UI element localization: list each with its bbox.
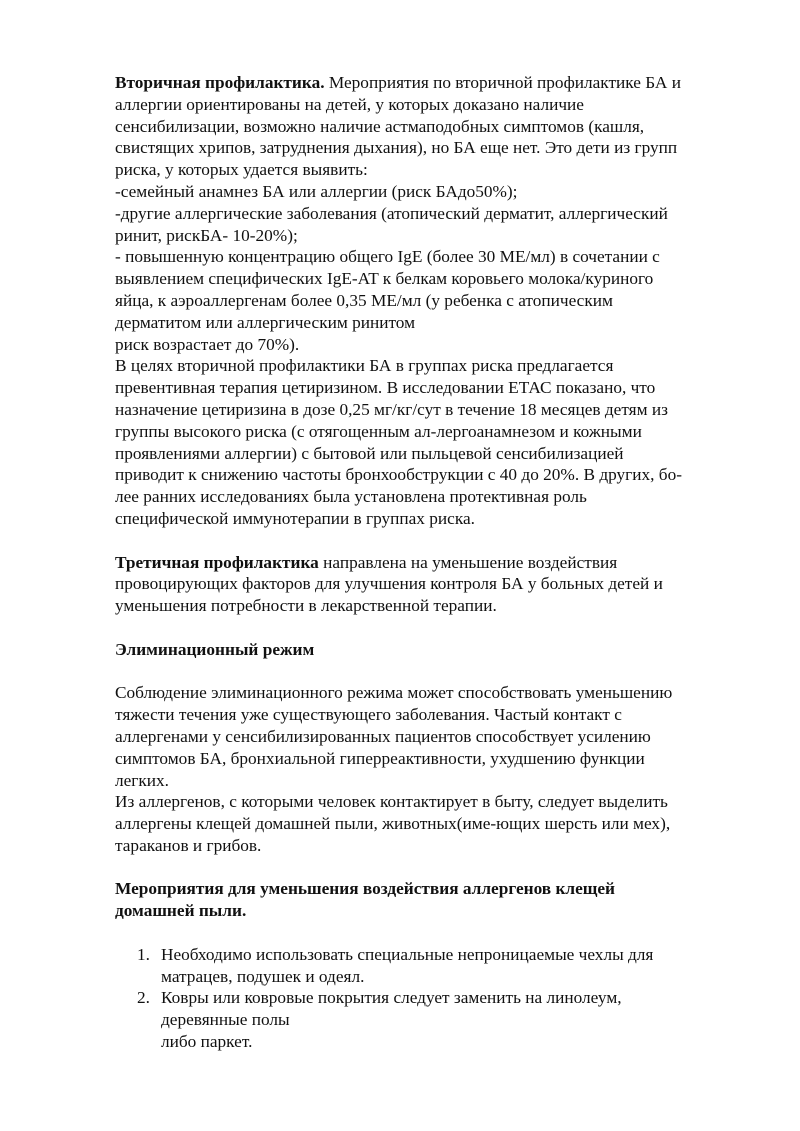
paragraph-line: тяжести течения уже существующего заболевания. Частый контакт с bbox=[115, 705, 622, 725]
paragraph-line: группы высокого риска (с отягощенным ал-лергоанамнезом и кожными bbox=[115, 421, 642, 441]
paragraph-line: -семейный анамнез БА или аллергии (риск БАдо50%); bbox=[115, 181, 518, 201]
paragraph-line: - повышенную концентрацию общего IgE (более 30 МЕ/мл) в сочетании с bbox=[115, 247, 660, 267]
list-item-line: либо паркет. bbox=[161, 1032, 253, 1052]
paragraph-line: дерматитом или аллергическим ринитом bbox=[115, 312, 416, 332]
paragraph-line: Третичная профилактика направлена на уменьшение воздействия bbox=[115, 552, 618, 572]
numbered-list bbox=[115, 944, 740, 1053]
paragraph-line: сенсибилизации, возможно наличие астмаподобных симптомов (кашля, bbox=[115, 116, 645, 136]
paragraph-line: яйца, к аэроаллергенам более 0,35 МЕ/мл (у ребенка с атопическим bbox=[115, 290, 613, 310]
section-heading: Вторичная профилактика. bbox=[115, 73, 325, 92]
list-number: 1. bbox=[137, 944, 150, 964]
paragraph-line: провоцирующих факторов для улучшения контроля БА у больных детей и bbox=[115, 574, 663, 594]
paragraph-line: аллергии ориентированы на детей, у которых доказано наличие bbox=[115, 94, 584, 114]
paragraph-line: проявлениями аллергии) с бытовой или пыльцевой сенсибилизацией bbox=[115, 443, 624, 463]
paragraph-line: тараканов и грибов. bbox=[115, 835, 262, 855]
section-heading: Элиминационный режим bbox=[115, 639, 315, 659]
tertiary-prevention-section bbox=[115, 552, 740, 617]
paragraph-line: -другие аллергические заболевания (атопический дерматит, аллергический bbox=[115, 203, 668, 223]
paragraph-gap bbox=[115, 857, 740, 879]
paragraph-line: риск возрастает до 70%). bbox=[115, 334, 300, 354]
paragraph-line: ринит, рискБА- 10-20%); bbox=[115, 225, 298, 245]
list-number: 2. bbox=[137, 988, 150, 1008]
paragraph-line: симптомов БА, бронхиальной гиперреактивности, ухудшению функции bbox=[115, 748, 645, 768]
paragraph-line: приводит к снижению частоты бронхообструкции с 40 до 20%. В других, бо- bbox=[115, 465, 682, 485]
list-item bbox=[115, 944, 740, 988]
section-heading: Мероприятия для уменьшения воздействия аллергенов клещей bbox=[115, 879, 615, 899]
document-page bbox=[115, 72, 740, 1053]
paragraph-line: выявлением специфических IgE-AT к белкам коровьего молока/куриного bbox=[115, 269, 654, 289]
section-heading: домашней пыли. bbox=[115, 901, 247, 921]
paragraph-gap bbox=[115, 530, 740, 552]
section-heading: Третичная профилактика bbox=[115, 552, 319, 572]
paragraph-line: превентивная терапия цетиризином. В исследовании ЕТАС показано, что bbox=[115, 378, 656, 398]
list-item-line: 2. Ковры или ковровые покрытия следует заменить на линолеум, bbox=[137, 988, 622, 1008]
paragraph-line: риска, у которых удается выявить: bbox=[115, 160, 368, 180]
paragraph-line: свистящих хрипов, затруднения дыхания), но БА еще нет. Это дети из групп bbox=[115, 138, 678, 158]
list-item-line: 1. Необходимо использовать специальные непроницаемые чехлы для bbox=[137, 944, 654, 964]
paragraph-gap bbox=[115, 922, 740, 944]
paragraph-line: аллергенами у сенсибилизированных пациентов способствует усилению bbox=[115, 726, 651, 746]
paragraph-line: В целях вторичной профилактики БА в группах риска предлагается bbox=[115, 356, 614, 376]
elimination-section bbox=[115, 639, 740, 857]
list-item bbox=[115, 987, 740, 1052]
list-item-line: матрацев, подушек и одеял. bbox=[161, 966, 365, 986]
paragraph-line: Из аллергенов, с которыми человек контактирует в быту, следует выделить bbox=[115, 792, 668, 812]
paragraph-line: Вторичная профилактика. Мероприятия по вторичной профилактике БА и bbox=[115, 73, 681, 92]
secondary-prevention-section bbox=[115, 72, 740, 530]
mite-measures-section bbox=[115, 878, 740, 1052]
paragraph-line: легких. bbox=[115, 770, 169, 790]
paragraph-gap bbox=[115, 617, 740, 639]
paragraph-line: назначение цетиризина в дозе 0,25 мг/кг/сут в течение 18 месяцев детям из bbox=[115, 399, 668, 419]
paragraph-line: специфической иммунотерапии в группах риска. bbox=[115, 508, 475, 528]
paragraph-line: лее ранних исследованиях была установлена протективная роль bbox=[115, 487, 587, 507]
list-item-line: деревянные полы bbox=[161, 1010, 290, 1030]
paragraph-line: аллергены клещей домашней пыли, животных(име-ющих шерсть или мех), bbox=[115, 814, 671, 834]
paragraph-line: Соблюдение элиминационного режима может способствовать уменьшению bbox=[115, 683, 673, 703]
paragraph-gap bbox=[115, 661, 740, 683]
paragraph-line: уменьшения потребности в лекарственной терапии. bbox=[115, 596, 497, 616]
